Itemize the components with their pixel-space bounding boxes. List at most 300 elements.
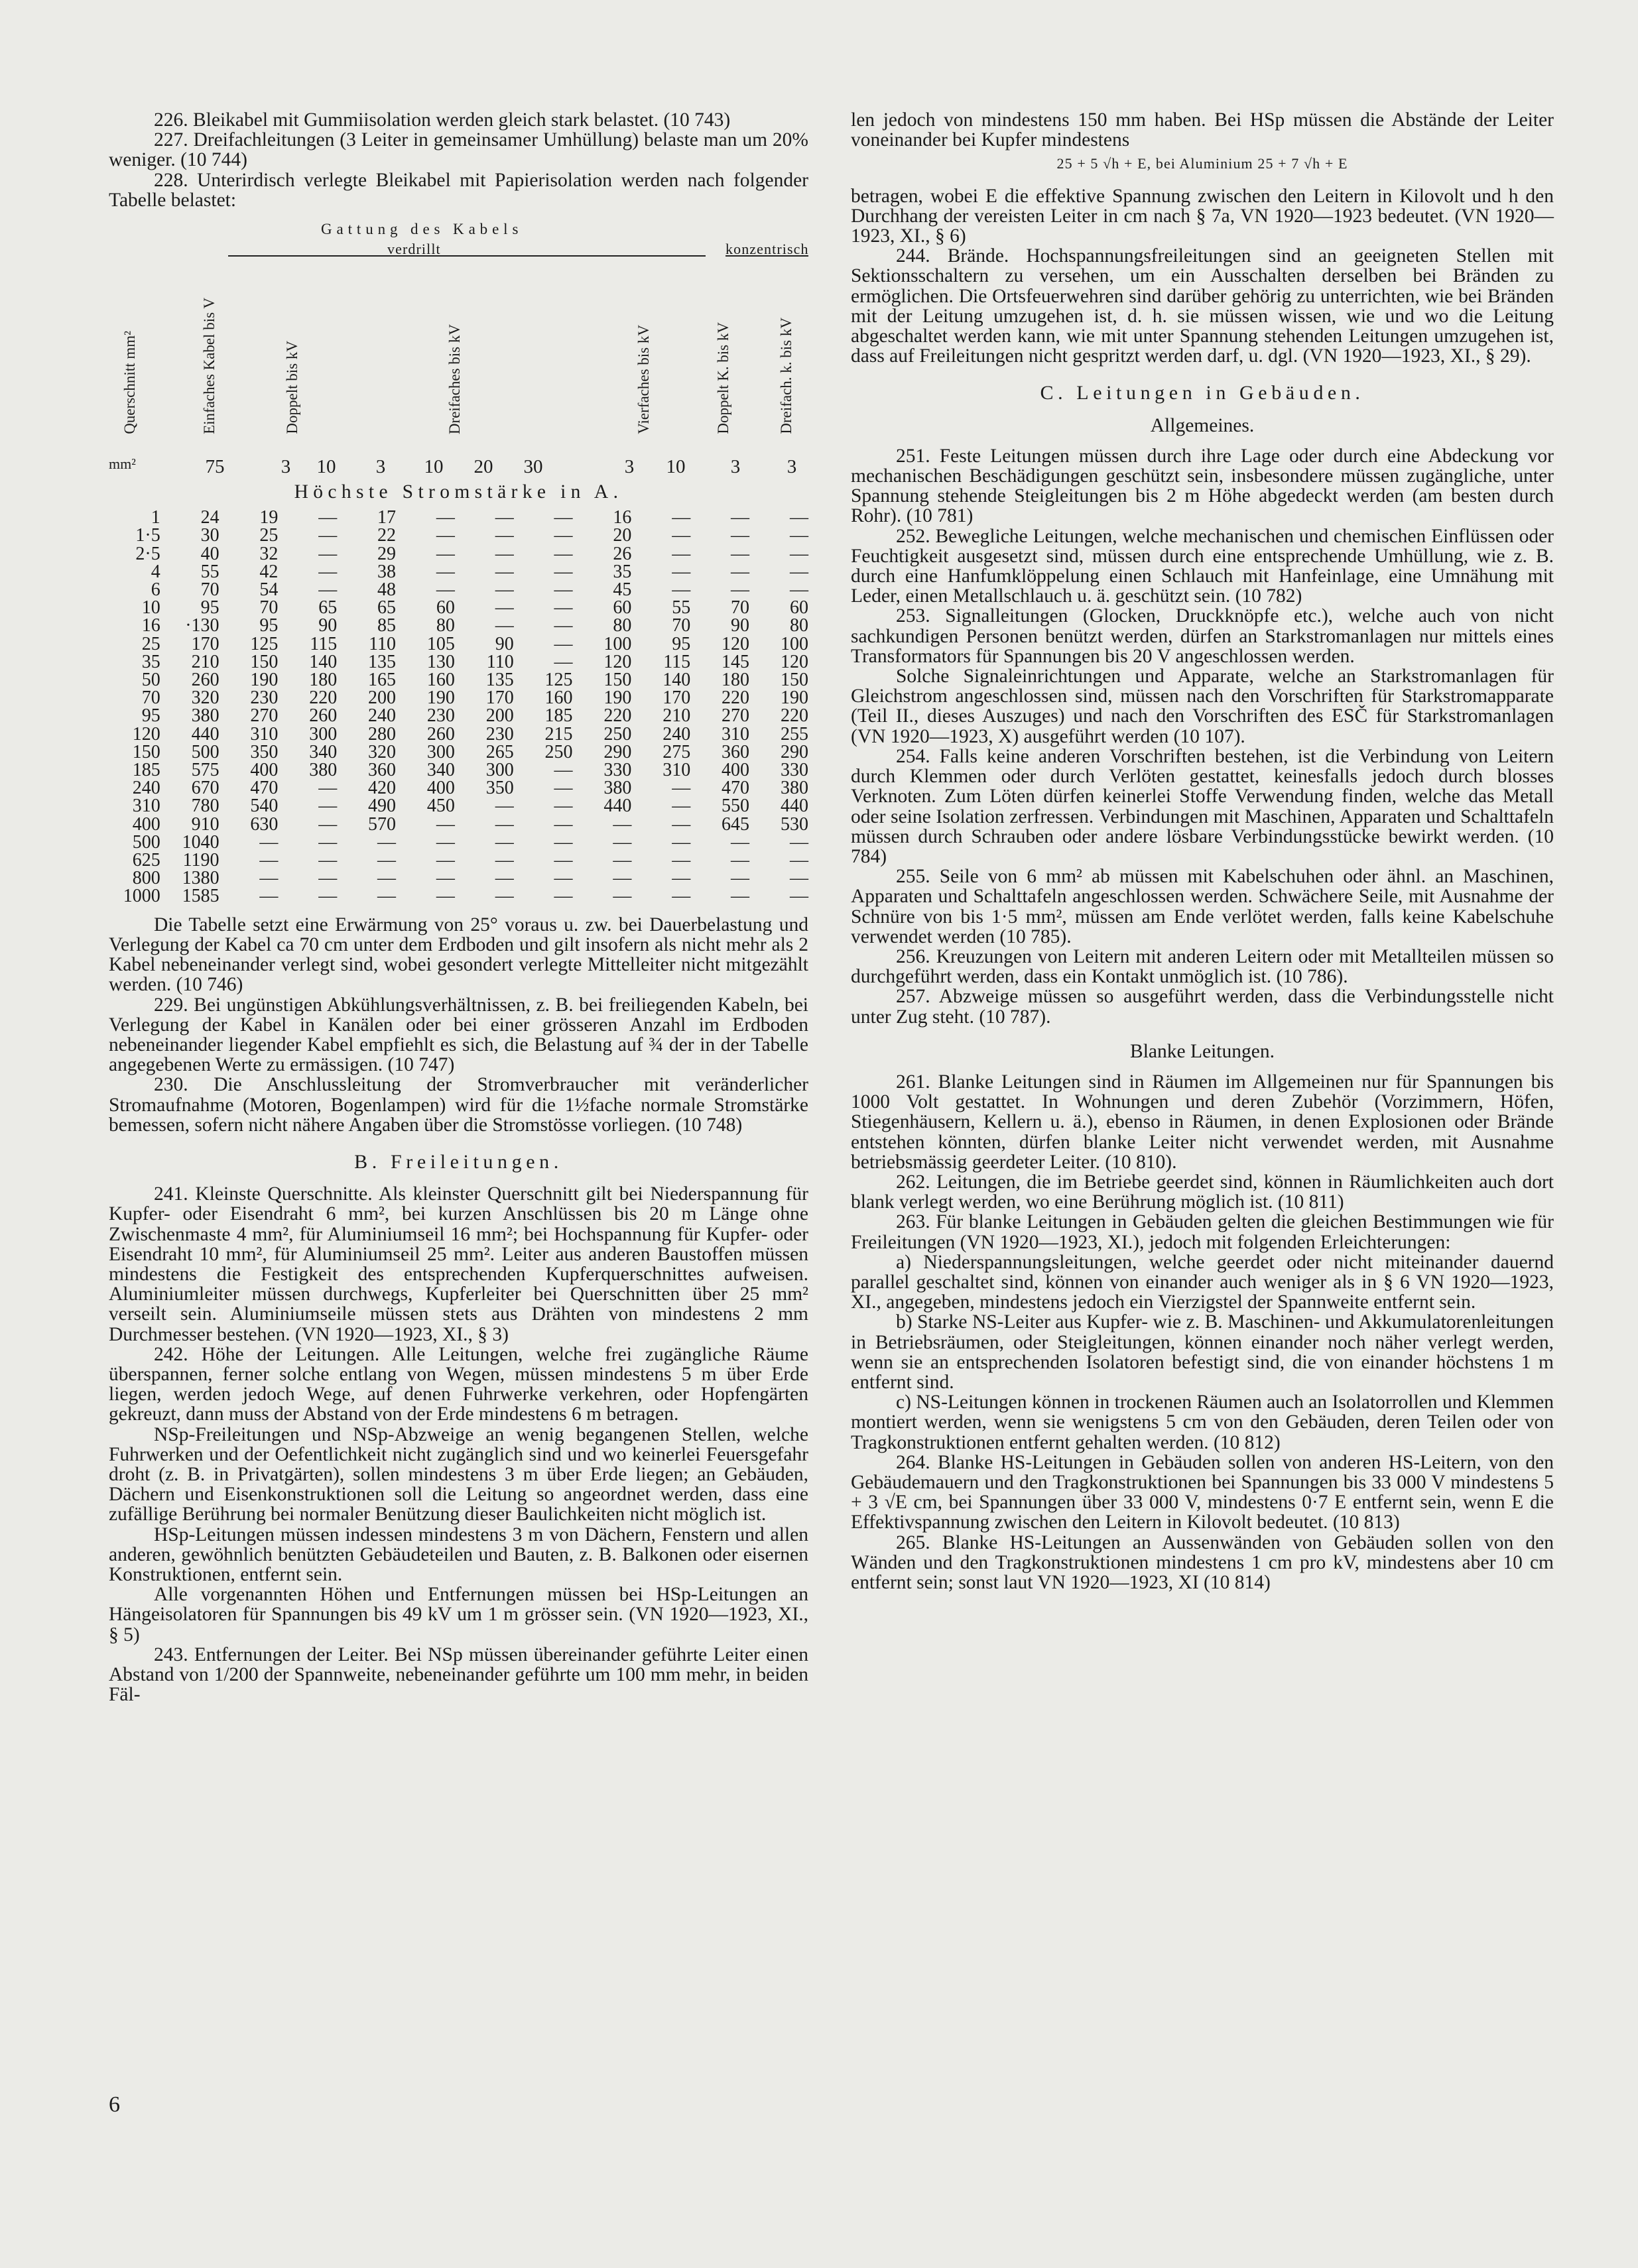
current-cell: 1040: [182, 831, 220, 853]
voltage-label: 75: [205, 455, 225, 477]
current-cell: 40: [200, 543, 220, 564]
current-cell: 550: [722, 796, 750, 817]
current-cell: 215: [544, 723, 573, 745]
cross-section-cell: 35: [141, 651, 160, 672]
current-cell: —: [554, 507, 573, 528]
voltage-label: 30: [523, 455, 543, 477]
table-row: [109, 689, 808, 707]
current-cell: 60: [613, 597, 632, 619]
current-cell: 210: [662, 705, 691, 727]
current-cell: 220: [781, 705, 808, 727]
current-cell: 85: [377, 615, 397, 636]
current-cell: —: [554, 886, 573, 907]
paragraph-253b: Solche Signaleinrichtungen und Apparate, welche an Starkstromanlagen für Gleichstrom angeschlossen sind, müssen nach den Vorschriften für Starkstromapparate (Teil II., dieses Auszuges) und nach den Vorschriften des ESČ für Starkstromanlagen (VN 1920—1923, X) ausgeführt werden (10 107).: [851, 666, 1554, 747]
current-cell: 350: [485, 778, 514, 799]
current-cell: 95: [672, 633, 691, 654]
table-row: [109, 779, 808, 797]
paragraph-256: 256. Kreuzungen von Leitern mit anderen Leitern oder mit Metallteilen müssen so durchgeführt werden, dass ein Kontakt unmöglich ist. (10 786).: [851, 945, 1554, 988]
current-cell: 90: [318, 615, 338, 636]
current-cell: —: [790, 525, 808, 546]
current-cell: 48: [377, 579, 397, 601]
current-cell: 300: [485, 760, 514, 781]
current-cell: 250: [603, 723, 632, 745]
current-cell: 55: [672, 597, 691, 619]
current-cell: 29: [377, 543, 397, 564]
current-cell: 240: [368, 705, 397, 727]
current-cell: —: [554, 868, 573, 889]
current-cell: —: [436, 561, 455, 582]
current-cell: 240: [662, 723, 691, 745]
current-cell: 220: [722, 687, 750, 709]
current-cell: —: [495, 579, 514, 601]
current-cell: 30: [200, 525, 220, 546]
current-cell: 60: [436, 597, 455, 619]
voltage-label: 3: [281, 455, 291, 477]
current-cell: 80: [436, 615, 455, 636]
current-cell: 320: [191, 687, 220, 709]
voltage-label: 3: [624, 455, 635, 477]
current-cell: 190: [603, 687, 632, 709]
current-cell: 140: [309, 651, 338, 672]
cross-section-cell: 310: [132, 796, 160, 817]
current-cell: —: [731, 561, 750, 582]
current-cell: 26: [613, 543, 632, 564]
current-cell: 310: [662, 760, 691, 781]
current-cell: —: [436, 868, 455, 889]
current-cell: —: [554, 543, 573, 564]
current-cell: 440: [191, 723, 220, 745]
current-cell: —: [672, 831, 691, 853]
current-cell: 290: [781, 741, 808, 762]
current-cell: 400: [250, 760, 279, 781]
current-cell: —: [495, 543, 514, 564]
current-cell: —: [436, 813, 455, 835]
current-cell: 145: [722, 651, 750, 672]
current-cell: —: [495, 886, 514, 907]
current-cell: —: [259, 831, 279, 853]
current-cell: 100: [603, 633, 632, 654]
current-cell: 470: [250, 778, 279, 799]
cross-section-cell: 1: [151, 507, 160, 528]
current-cell: 55: [200, 561, 220, 582]
current-cell: 260: [309, 705, 338, 727]
subheading-allgemeines: Allgemeines.: [1150, 414, 1255, 436]
paragraph-241: 241. Kleinste Querschnitte. Als kleinster Querschnitt gilt bei Niederspannung für Kupfer- oder Eisendraht 6 mm², bei kurzen Anschlüssen bis 20 m Länge ohne Zwischenmaste 4 mm², für Aluminiumseil 16 mm²; bei Hochspannung für Kupfer- oder Eisendraht 10 mm², für Aluminiumseil 25 mm². Leiter aus anderen Baustoffen müssen mindestens die Festigkeit des entsprechenden Kupferquerschnittes aufweisen. Aluminiumleiter müssen durchwegs, Kupferleiter bei Querschnitten über 25 mm² verseilt sein. Aluminiumseile müssen stets aus Drähten von mindestens 2 mm Durchmesser bestehen. (VN 1920—1923, XI., § 3): [109, 1183, 808, 1345]
current-cell: —: [495, 507, 514, 528]
current-cell: —: [495, 525, 514, 546]
current-cell: —: [613, 886, 632, 907]
current-cell: 110: [369, 633, 397, 654]
current-cell: —: [318, 579, 338, 601]
col-label-dreifaches: Dreifaches bis kV: [446, 324, 463, 435]
table-row: [109, 635, 808, 653]
current-cell: —: [672, 507, 691, 528]
current-cell: —: [672, 525, 691, 546]
current-cell: 780: [191, 796, 220, 817]
current-cell: 180: [722, 670, 750, 691]
current-cell: —: [613, 813, 632, 835]
current-cell: —: [554, 760, 573, 781]
current-cell: 190: [250, 670, 279, 691]
current-cell: 135: [368, 651, 397, 672]
paragraph-263a: a) Niederspannungsleitungen, welche geerdet oder nicht miteinander dauernd parallel geschaltet sind, können von einander auch weniger als in § 6 VN 1920—1923, XI., angegeben, mindestens jedoch ein Vierzigstel der Spannweite entfernt sein.: [851, 1251, 1554, 1313]
current-cell: 160: [544, 687, 573, 709]
table-row: [109, 508, 808, 526]
current-cell: 150: [603, 670, 632, 691]
header-gattung: Gattung des Kabels: [321, 221, 523, 238]
cable-load-table: [109, 214, 808, 906]
current-cell: 115: [310, 633, 338, 654]
current-cell: —: [318, 813, 338, 835]
current-cell: —: [672, 886, 691, 907]
current-cell: —: [554, 561, 573, 582]
paragraph-244: 244. Brände. Hochspannungsfreileitungen sind an geeigneten Stellen mit Sektionsschaltern zu versehen, um ein Ausschalten derselben bei Bränden zu ermöglichen. Die Ortsfeuerwehren sind darüber gehörig zu unterrichten, wie bei Bränden mit der Leitung umzugehen ist, d. h. sie müssen wissen, wie und wo die Leitung abgeschaltet werden kann, wie mit unter Spannung stehenden Leitungen umzugehen ist, dass auf Freileitungen nicht gespritzt werden darf, u. dgl. (VN 1920—1923, XI., § 29).: [851, 245, 1554, 367]
current-cell: —: [436, 525, 455, 546]
current-cell: 440: [781, 796, 808, 817]
current-cell: 80: [613, 615, 632, 636]
current-cell: 380: [781, 778, 808, 799]
current-cell: 190: [781, 687, 808, 709]
current-cell: —: [259, 868, 279, 889]
current-cell: 65: [318, 597, 338, 619]
current-cell: 22: [377, 525, 397, 546]
current-cell: 45: [613, 579, 632, 601]
table-row: [109, 563, 808, 581]
paragraph-264: 264. Blanke HS-Leitungen in Gebäuden sollen von anderen HS-Leitern, von den Gebäudemauern und den Tragkonstruktionen bei Spannungen bis 33 000 V mindestens 5 + 3 √E cm, bei Spannungen über 33 000 V, mindestens 0·7 E entfernt sein, wenn E die Effektivspannung zwischen den Leitern in Kilovolt bedeutet. (10 813): [851, 1451, 1554, 1533]
current-cell: 350: [250, 741, 279, 762]
table-row: [109, 797, 808, 815]
table-caption: Höchste Stromstärke in A.: [294, 481, 623, 503]
table-row: [109, 707, 808, 725]
section-heading-c: C. Leitungen in Gebäuden.: [1040, 382, 1365, 404]
current-cell: —: [318, 886, 338, 907]
current-cell: —: [731, 525, 750, 546]
current-cell: —: [554, 796, 573, 817]
current-cell: —: [790, 579, 808, 601]
current-cell: —: [790, 507, 808, 528]
brace-verdrillt: [228, 255, 706, 262]
col-label-doppelt-k: Doppelt K. bis kV: [715, 322, 731, 435]
current-cell: 80: [790, 615, 808, 636]
current-cell: 575: [191, 760, 220, 781]
table-row: [109, 815, 808, 833]
current-cell: 140: [662, 670, 691, 691]
current-cell: 70: [200, 579, 220, 601]
current-cell: —: [318, 778, 338, 799]
current-cell: —: [436, 543, 455, 564]
current-cell: 260: [426, 723, 455, 745]
current-cell: —: [672, 778, 691, 799]
current-cell: 360: [722, 741, 750, 762]
current-cell: —: [318, 543, 338, 564]
current-cell: 70: [259, 597, 279, 619]
current-cell: —: [318, 507, 338, 528]
brace-konzentrisch: [725, 255, 808, 262]
current-cell: 120: [781, 651, 808, 672]
current-cell: 265: [485, 741, 514, 762]
table-row: [109, 545, 808, 563]
paragraph-252: 252. Bewegliche Leitungen, welche mechanischen und chemischen Einflüssen oder Feuchtigkeit ausgesetzt sind, müssen durch eine entsprechende Umhüllung, wie z. B. durch eine Hanfumklöppelung einen Schlauch mit Hanfeinlage, eine Umnähung mit Leder, einen Metallschlauch u. ä. geschützt sein. (10 782): [851, 525, 1554, 607]
current-cell: 400: [426, 778, 455, 799]
table-row: [109, 671, 808, 689]
current-cell: —: [436, 507, 455, 528]
voltage-label: 3: [375, 455, 386, 477]
current-cell: 25: [259, 525, 279, 546]
current-cell: 275: [662, 741, 691, 762]
current-cell: —: [377, 868, 397, 889]
current-cell: 170: [485, 687, 514, 709]
current-cell: 270: [722, 705, 750, 727]
current-cell: —: [731, 886, 750, 907]
paragraph-254: 254. Falls keine anderen Vorschriften bestehen, ist die Verbindung von Leitern durch Klemmen oder durch Verlöten gestattet, keinesfalls jedoch durch blosses Verknoten. Zum Löten dürfen keinerlei Stoffe Verwendung finden, welche das Metall oder seine Isolation zerfressen. Verbindungen mit Maschinen, Apparaten und Schalttafeln müssen durch Schrauben oder andere lösbare Verbindungsstücke bewirkt werden. (10 784): [851, 745, 1554, 867]
right-column: [851, 110, 1554, 1592]
current-cell: —: [731, 579, 750, 601]
current-cell: 125: [250, 633, 279, 654]
current-cell: 38: [377, 561, 397, 582]
current-cell: —: [731, 850, 750, 871]
current-cell: 165: [368, 670, 397, 691]
current-cell: —: [790, 831, 808, 853]
cross-section-cell: 625: [132, 850, 160, 871]
paragraph-257: 257. Abzweige müssen so ausgeführt werden, dass die Verbindungsstelle nicht unter Zug steht. (10 787).: [851, 986, 1554, 1028]
current-cell: 310: [250, 723, 279, 745]
current-cell: 200: [368, 687, 397, 709]
cross-section-cell: 95: [141, 705, 160, 727]
cross-section-cell: 16: [141, 615, 160, 636]
current-cell: 42: [259, 561, 279, 582]
current-cell: —: [790, 850, 808, 871]
table-row: [109, 887, 808, 905]
current-cell: 300: [309, 723, 338, 745]
table-row: [109, 526, 808, 544]
current-cell: —: [495, 831, 514, 853]
current-cell: —: [731, 543, 750, 564]
current-cell: 130: [426, 651, 455, 672]
current-cell: 490: [368, 796, 397, 817]
current-cell: —: [731, 831, 750, 853]
current-cell: 570: [368, 813, 397, 835]
paragraph-table-note: Die Tabelle setzt eine Erwärmung von 25° voraus u. zw. bei Dauerbelastung und Verlegung der Kabel ca 70 cm unter dem Erdboden und gilt insofern als nicht mehr als 2 Kabel nebeneinander verlegt sind, wobei gesondert verlegte Mittelleiter nicht mitgezählt werden. (10 746): [109, 914, 808, 996]
current-cell: 440: [603, 796, 632, 817]
cross-section-cell: 800: [132, 868, 160, 889]
cross-section-cell: 6: [151, 579, 160, 601]
cross-section-cell: 150: [132, 741, 160, 762]
current-cell: 90: [495, 633, 514, 654]
paragraph-229: 229. Bei ungünstigen Abkühlungsverhältnissen, z. B. bei freiliegenden Kabeln, bei Verlegung der Kabel in Kanälen oder bei einer grösseren Anzahl im Erdboden nebeneinander liegender Kabel empfiehlt es sich, die Belastung auf ¾ der in der Tabelle angegebenen Werte zu ermässigen. (10 747): [109, 994, 808, 1076]
current-cell: —: [613, 850, 632, 871]
current-cell: 135: [485, 670, 514, 691]
current-cell: —: [613, 831, 632, 853]
paragraph-243: 243. Entfernungen der Leiter. Bei NSp müssen übereinander geführte Leiter einen Abstand von 1/200 der Spannweite, nebeneinander geführte um 100 mm mehr, in beiden Fäl-: [109, 1643, 808, 1706]
current-cell: 1190: [182, 850, 220, 871]
current-cell: 60: [790, 597, 808, 619]
current-cell: 32: [259, 543, 279, 564]
paragraph-263: 263. Für blanke Leitungen in Gebäuden gelten die gleichen Bestimmungen wie für Freileitungen (VN 1920—1923, XI.), jedoch mit folgenden Erleichterungen:: [851, 1211, 1554, 1253]
current-cell: 500: [191, 741, 220, 762]
unit-label: mm²: [109, 455, 136, 472]
voltage-label: 10: [666, 455, 686, 477]
current-cell: —: [495, 813, 514, 835]
paragraph-226: 226. Bleikabel mit Gummiisolation werden gleich stark belastet. (10 743): [154, 109, 731, 131]
current-cell: 190: [426, 687, 455, 709]
current-cell: 380: [603, 778, 632, 799]
current-cell: —: [495, 868, 514, 889]
current-cell: 260: [191, 670, 220, 691]
current-cell: 250: [544, 741, 573, 762]
paragraph-227: 227. Dreifachleitungen (3 Leiter in gemeinsamer Umhüllung) belaste man um 20% weniger. (10 744): [109, 129, 808, 171]
current-cell: —: [731, 868, 750, 889]
table-body: [109, 508, 808, 905]
table-row: [109, 833, 808, 851]
current-cell: 220: [309, 687, 338, 709]
current-cell: —: [554, 525, 573, 546]
cross-section-cell: 10: [141, 597, 160, 619]
paragraph-255: 255. Seile von 6 mm² ab müssen mit Kabelschuhen oder ähnl. an Maschinen, Apparaten und Schalttafeln angeschlossen werden. Schwächere Seile, mit Ausnahme der Schnüre von bis 1·5 mm², müssen am Ende verlötet werden, falls keine Kabelschuhe verwendet werden (10 785).: [851, 866, 1554, 947]
current-cell: —: [790, 886, 808, 907]
current-cell: —: [318, 868, 338, 889]
current-cell: —: [495, 561, 514, 582]
current-cell: 125: [544, 670, 573, 691]
current-cell: —: [790, 543, 808, 564]
current-cell: —: [495, 597, 514, 619]
current-cell: 420: [368, 778, 397, 799]
current-cell: —: [259, 886, 279, 907]
current-cell: —: [377, 831, 397, 853]
paragraph-253: 253. Signalleitungen (Glocken, Druckknöpfe etc.), welche auch von nicht sachkundigen Personen benützt werden, dürfen an Starkstromanlagen nur mittels eines Transformators für Spannungen bis 20 V angeschlossen werden.: [851, 605, 1554, 667]
current-cell: —: [790, 561, 808, 582]
current-cell: —: [259, 850, 279, 871]
voltage-label: 10: [316, 455, 336, 477]
cross-section-cell: 70: [141, 687, 160, 709]
col-label-dreifach-k: Dreifach. k. bis kV: [778, 318, 794, 435]
paragraph-242b: NSp-Freileitungen und NSp-Abzweige an wenig begangenen Stellen, welche Fuhrwerken und der Oefentlichkeit nicht zugänglich sind und wo keinerlei Feuersgefahr droht (z. B. in Privatgärten), sollen mindestens 3 m über Erde liegen; an Gebäuden, Dächern und Eisenkonstruktionen soll die Leitung so angeordnet werden, dass eine zufällige Berührung bei normaler Benützung dieser Baulichkeiten nicht möglich ist.: [109, 1423, 808, 1525]
current-cell: 110: [486, 651, 514, 672]
current-cell: 19: [259, 507, 279, 528]
col-label-querschnitt: Querschnitt mm²: [121, 331, 138, 435]
current-cell: —: [672, 813, 691, 835]
current-cell: 910: [191, 813, 220, 835]
current-cell: 470: [722, 778, 750, 799]
current-cell: 100: [781, 633, 808, 654]
current-cell: 230: [485, 723, 514, 745]
table-row: [109, 653, 808, 671]
current-cell: 310: [722, 723, 750, 745]
current-cell: 300: [426, 741, 455, 762]
cross-section-cell: 400: [132, 813, 160, 835]
current-cell: 120: [603, 651, 632, 672]
current-cell: 630: [250, 813, 279, 835]
current-cell: —: [436, 886, 455, 907]
table-row: [109, 869, 808, 887]
paragraph-251: 251. Feste Leitungen müssen durch ihre Lage oder durch eine Abdeckung vor mechanischen Beschädigungen geschützt sein, insbesondere müssen zugängliche, unter Spannung stehende Steigleitungen bis 2 m Höhe abgedeckt werden (am besten durch Rohr). (10 781): [851, 445, 1554, 527]
current-cell: —: [436, 850, 455, 871]
current-cell: 24: [200, 507, 220, 528]
table-row: [109, 743, 808, 761]
current-cell: —: [672, 868, 691, 889]
current-cell: 70: [672, 615, 691, 636]
current-cell: 230: [426, 705, 455, 727]
paragraph-263b: b) Starke NS-Leiter aus Kupfer- wie z. B. Maschinen- und Akkumulatorenleitungen in Betriebsräumen, oder Steigleitungen, können einander noch näher verlegt werden, wenn sie an entsprechenden Isolatoren befestigt sind, die von einander höchstens 1 m entfernt sind.: [851, 1311, 1554, 1393]
current-cell: 150: [781, 670, 808, 691]
current-cell: 645: [722, 813, 750, 835]
cross-section-cell: 25: [141, 633, 160, 654]
current-cell: 16: [613, 507, 632, 528]
current-cell: ·130: [185, 615, 220, 636]
table-row: [109, 581, 808, 599]
table-row: [109, 761, 808, 779]
current-cell: 255: [781, 723, 808, 745]
current-cell: 70: [731, 597, 750, 619]
current-cell: 1585: [182, 886, 220, 907]
current-cell: 340: [426, 760, 455, 781]
voltage-label: 20: [473, 455, 493, 477]
section-heading-b: B. Freileitungen.: [354, 1150, 563, 1173]
current-cell: —: [318, 796, 338, 817]
voltage-label: 3: [730, 455, 741, 477]
current-cell: 280: [368, 723, 397, 745]
paragraph-262: 262. Leitungen, die im Betriebe geerdet sind, können in Räumlichkeiten auch dort blank verlegt werden, wo eine Berührung möglich ist. (10 811): [851, 1171, 1554, 1213]
current-cell: —: [672, 796, 691, 817]
paragraph-243-continued: len jedoch von mindestens 150 mm haben. Bei HSp müssen die Abstände der Leiter voneinander bei Kupfer mindestens: [851, 109, 1554, 151]
current-cell: 95: [200, 597, 220, 619]
current-cell: —: [554, 778, 573, 799]
current-cell: 17: [377, 507, 397, 528]
current-cell: 270: [250, 705, 279, 727]
current-cell: 20: [613, 525, 632, 546]
current-cell: 115: [663, 651, 691, 672]
voltage-label: 10: [424, 455, 444, 477]
paragraph-243-end: betragen, wobei E die effektive Spannung zwischen den Leitern in Kilovolt und h den Durchhang der vereisten Leiter in cm nach § 7a, VN 1920—1923 bedeutet. (VN 1920—1923, XI., § 6): [851, 185, 1554, 247]
current-cell: 290: [603, 741, 632, 762]
paragraph-242d: Alle vorgenannten Höhen und Entfernungen müssen bei HSp-Leitungen an Hängeisolatoren für Spannungen bis 49 kV um 1 m grösser sein. (VN 1920—1923, XI., § 5): [109, 1584, 808, 1645]
current-cell: 170: [191, 633, 220, 654]
table-header: [109, 214, 808, 479]
current-cell: 330: [603, 760, 632, 781]
current-cell: —: [318, 831, 338, 853]
current-cell: 180: [309, 670, 338, 691]
current-cell: —: [495, 796, 514, 817]
paragraph-263c: c) NS-Leitungen können in trockenen Räumen auch an Isolatorrollen und Klemmen montiert werden, wenn sie wenigstens 5 cm von den Gebäuden, deren Teilen oder von Tragkonstruktionen entfernt gehalten werden. (10 812): [851, 1392, 1554, 1453]
cross-section-cell: 185: [132, 760, 160, 781]
cross-section-cell: 1000: [123, 886, 160, 907]
current-cell: 530: [781, 813, 808, 835]
current-cell: 220: [603, 705, 632, 727]
current-cell: 320: [368, 741, 397, 762]
current-cell: 105: [426, 633, 455, 654]
current-cell: —: [554, 615, 573, 636]
current-cell: 170: [662, 687, 691, 709]
current-cell: —: [672, 579, 691, 601]
current-cell: —: [554, 579, 573, 601]
table-row: [109, 725, 808, 743]
current-cell: —: [554, 651, 573, 672]
current-cell: 35: [613, 561, 632, 582]
header-verdrillt: verdrillt: [387, 241, 441, 258]
cross-section-cell: 120: [132, 723, 160, 745]
current-cell: 400: [722, 760, 750, 781]
current-cell: —: [790, 868, 808, 889]
paragraph-265: 265. Blanke HS-Leitungen an Aussenwänden von Gebäuden sollen von den Wänden und den Tragkonstruktionen mindestens 1 cm pro kV, mindestens aber 10 cm entfernt sein; sonst laut VN 1920—1923, XI (10 814): [851, 1531, 1554, 1594]
page-number: 6: [109, 2092, 120, 2117]
current-cell: 360: [368, 760, 397, 781]
cross-section-cell: 1·5: [135, 525, 160, 546]
col-label-einfaches: Einfaches Kabel bis V: [201, 298, 218, 435]
current-cell: —: [318, 525, 338, 546]
paragraph-242: 242. Höhe der Leitungen. Alle Leitungen, welche frei zugängliche Räume überspannen, ferner solche entlang von Wegen, müssen mindestens 5 m über Erde liegen, werden jedoch Wege, auf denen Fuhrwerke verkehren, oder Hopfengärten gekreuzt, dann muss der Abstand von der Erde mindestens 6 m betragen.: [109, 1343, 808, 1425]
current-cell: 160: [426, 670, 455, 691]
current-cell: —: [554, 633, 573, 654]
current-cell: 340: [309, 741, 338, 762]
